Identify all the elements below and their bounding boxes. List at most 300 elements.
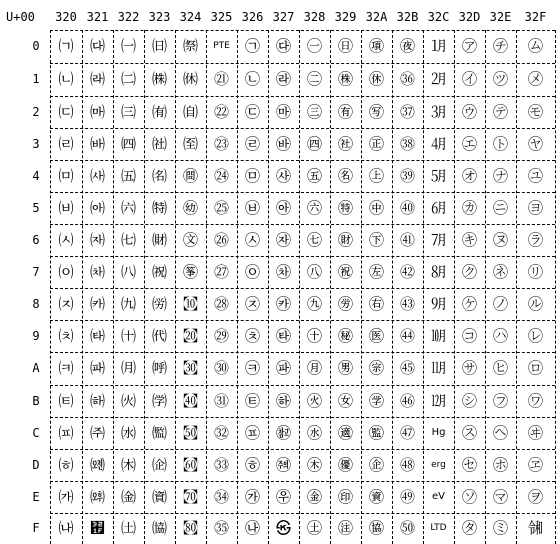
glyph-cell: ㉏ — [182, 519, 198, 537]
glyph-cell: ㉰ — [275, 37, 291, 55]
glyph-cell: ㊕ — [337, 199, 353, 217]
glyph-cell: ㉾ — [275, 488, 291, 506]
glyph-cell: ㉧ — [244, 263, 260, 281]
glyph-cell: ㋹ — [527, 327, 543, 345]
glyph-cell: ㊃ — [306, 135, 322, 153]
glyph-cell: ㉍ — [182, 456, 198, 474]
glyph-cell: ㊅ — [306, 199, 322, 217]
glyph-cell: ㋨ — [492, 295, 508, 313]
glyph-cell: ㊢ — [368, 103, 384, 121]
glyph-cell: ㈙ — [89, 327, 105, 345]
row-header: 9 — [32, 329, 40, 343]
grid-line-vertical — [299, 30, 300, 544]
glyph-cell: ㊪ — [368, 359, 384, 377]
glyph-cell: ㊺ — [399, 359, 415, 377]
glyph-cell: ㉥ — [244, 199, 260, 217]
glyph-cell: ㊐ — [337, 37, 353, 55]
column-header: 32B — [396, 10, 419, 24]
glyph-cell: ㋘ — [461, 295, 477, 313]
glyph-cell: ㋳ — [527, 135, 543, 153]
glyph-cell: ㈊ — [58, 359, 74, 377]
glyph-cell: ㈒ — [89, 103, 105, 121]
glyph-cell: ㉪ — [244, 359, 260, 377]
glyph-cell: ㊚ — [337, 359, 353, 377]
glyph-cell: ㋣ — [492, 135, 508, 153]
glyph-cell: ㋴ — [527, 167, 543, 185]
glyph-cell: ㊍ — [306, 456, 322, 474]
corner-label: U+00 — [6, 10, 35, 24]
grid-line-vertical — [237, 30, 238, 544]
column-header: 32A — [365, 10, 388, 24]
grid-line-horizontal — [50, 30, 555, 31]
glyph-cell: ㊠ — [368, 37, 384, 55]
glyph-cell: ㈯ — [120, 519, 136, 537]
glyph-cell: ㊸ — [399, 295, 415, 313]
grid-line-vertical — [50, 30, 51, 544]
glyph-cell: ㋄ — [430, 167, 446, 185]
glyph-cell: ㈵ — [151, 199, 167, 217]
glyph-cell: ㉺ — [275, 359, 291, 377]
glyph-cell: ㋡ — [492, 70, 508, 88]
glyph-cell: ㈨ — [120, 295, 136, 313]
glyph-cell: ㊥ — [368, 199, 384, 217]
glyph-cell: ㈰ — [151, 37, 167, 55]
glyph-cell: ㊱ — [399, 70, 415, 88]
glyph-cell: ㈛ — [89, 392, 105, 410]
glyph-cell: ㈏ — [58, 519, 74, 537]
glyph-cell: ㈂ — [58, 103, 74, 121]
glyph-cell: ㋉ — [430, 327, 446, 345]
grid-line-horizontal — [50, 256, 555, 257]
glyph-cell: eV — [432, 491, 445, 502]
glyph-cell: ㉡ — [244, 70, 260, 88]
glyph-cell: ㈬ — [120, 424, 136, 442]
glyph-cell: ㈮ — [120, 488, 136, 506]
glyph-cell: ㊓ — [337, 135, 353, 153]
glyph-cell: ㈉ — [58, 327, 74, 345]
glyph-cell: ㊨ — [368, 295, 384, 313]
glyph-cell: ㈤ — [120, 167, 136, 185]
glyph-cell: ㊙ — [337, 327, 353, 345]
glyph-cell: ㉲ — [275, 103, 291, 121]
glyph-cell: ㉛ — [213, 392, 229, 410]
column-header: 32E — [489, 10, 512, 24]
glyph-cell: ㈚ — [89, 359, 105, 377]
glyph-cell: ㈢ — [120, 103, 136, 121]
glyph-cell: ㋟ — [461, 519, 477, 537]
glyph-cell: ㊏ — [306, 519, 322, 537]
glyph-cell: ㋸ — [527, 295, 543, 313]
glyph-cell: ㉹ — [275, 327, 291, 345]
glyph-cell: ㋮ — [492, 488, 508, 506]
glyph-cell: ㊒ — [337, 103, 353, 121]
glyph-cell: ㉦ — [244, 231, 260, 249]
glyph-cell: ㊰ — [399, 37, 415, 55]
glyph-cell: erg — [431, 460, 446, 470]
grid-line-vertical — [423, 30, 424, 544]
glyph-cell: ㊻ — [399, 392, 415, 410]
grid-line-horizontal — [50, 481, 555, 482]
glyph-cell: ㈺ — [151, 359, 167, 377]
glyph-cell: ㋒ — [461, 103, 477, 121]
glyph-cell: ㈻ — [151, 392, 167, 410]
glyph-cell: ㉨ — [244, 295, 260, 313]
glyph-cell: ㊎ — [306, 488, 322, 506]
glyph-cell: PTE — [213, 41, 230, 51]
glyph-cell: ㉱ — [275, 70, 291, 88]
glyph-cell: ㋠ — [492, 37, 508, 55]
column-header: 323 — [148, 10, 171, 24]
glyph-cell: ㊵ — [399, 199, 415, 217]
glyph-cell: ㉞ — [213, 488, 229, 506]
glyph-cell: ㊇ — [306, 263, 322, 281]
glyph-cell: ㈝ — [89, 456, 105, 474]
glyph-cell: ㉼ — [275, 424, 291, 442]
glyph-cell: ㊛ — [337, 392, 353, 410]
grid-line-horizontal — [50, 224, 555, 225]
glyph-cell: ㊧ — [368, 263, 384, 281]
glyph-cell: ㋃ — [430, 135, 446, 153]
glyph-cell: ㈾ — [151, 488, 167, 506]
glyph-cell: ㈗ — [89, 263, 105, 281]
glyph-cell: ㈜ — [89, 424, 105, 442]
row-header: C — [32, 426, 40, 440]
glyph-cell: ㈣ — [120, 135, 136, 153]
glyph-cell: ㉯ — [244, 519, 260, 537]
glyph-cell: ㊫ — [368, 392, 384, 410]
grid-line-vertical — [82, 30, 83, 544]
glyph-cell: ㋚ — [461, 359, 477, 377]
glyph-cell: ㉸ — [275, 295, 291, 313]
glyph-cell: ㈀ — [58, 37, 74, 55]
glyph-cell: ㉚ — [213, 359, 229, 377]
glyph-cell: ㈋ — [58, 392, 74, 410]
glyph-cell: ㊤ — [368, 167, 384, 185]
glyph-cell: ㈆ — [58, 231, 74, 249]
grid-line-vertical — [268, 30, 269, 544]
row-header: F — [32, 521, 40, 535]
glyph-cell: ㈶ — [151, 231, 167, 249]
glyph-cell: ㈎ — [58, 488, 74, 506]
column-header: 328 — [303, 10, 326, 24]
glyph-cell: ㉣ — [244, 135, 260, 153]
glyph-cell: ㊂ — [306, 103, 322, 121]
grid-line-vertical — [392, 30, 393, 544]
column-header: 32F — [524, 10, 547, 24]
grid-line-horizontal — [50, 449, 555, 450]
glyph-cell: ㉘ — [213, 295, 229, 313]
grid-line-vertical — [485, 30, 486, 544]
glyph-cell: ㉠ — [244, 37, 260, 55]
glyph-cell: ㉕ — [213, 199, 229, 217]
glyph-cell: ㉀ — [182, 37, 198, 55]
glyph-cell: ㉌ — [182, 424, 198, 442]
row-header: 7 — [32, 265, 40, 279]
glyph-cell: ㊼ — [399, 424, 415, 442]
glyph-cell: ㉳ — [275, 135, 291, 153]
column-header: 325 — [210, 10, 233, 24]
glyph-cell: ㉬ — [244, 424, 260, 442]
glyph-cell: ㋷ — [527, 263, 543, 281]
row-header: 2 — [32, 105, 40, 119]
glyph-cell: ㋁ — [430, 70, 446, 88]
glyph-cell: ㋊ — [430, 359, 446, 377]
row-header: 8 — [32, 297, 40, 311]
glyph-cell: ㋀ — [430, 37, 446, 55]
glyph-cell: ㋓ — [461, 135, 477, 153]
glyph-cell: ㉊ — [182, 359, 198, 377]
glyph-cell: ㊮ — [368, 488, 384, 506]
glyph-cell: ㉻ — [275, 392, 291, 410]
column-header: 320 — [55, 10, 77, 24]
glyph-cell: ㉶ — [275, 231, 291, 249]
glyph-cell: ㊯ — [368, 519, 384, 537]
column-header: 329 — [334, 10, 357, 24]
grid-line-vertical — [555, 30, 556, 544]
glyph-cell: ㋕ — [461, 199, 477, 217]
glyph-cell: ㈑ — [89, 70, 105, 88]
glyph-cell: ㋤ — [492, 167, 508, 185]
glyph-cell: ㉋ — [182, 392, 198, 410]
grid-line-horizontal — [50, 352, 555, 353]
grid-line-vertical — [361, 30, 362, 544]
glyph-cell: ㋞ — [461, 488, 477, 506]
glyph-cell: ㋩ — [492, 327, 508, 345]
glyph-cell: ㉇ — [182, 263, 198, 281]
glyph-cell: ㉉ — [182, 327, 198, 345]
glyph-cell: ㋆ — [430, 231, 446, 249]
glyph-cell: ㊌ — [306, 424, 322, 442]
glyph-cell: ㈐ — [89, 37, 105, 55]
glyph-cell: Hg — [431, 427, 446, 438]
glyph-cell: ㊭ — [368, 456, 384, 474]
glyph-cell: ㈼ — [151, 424, 167, 442]
row-header: A — [32, 361, 40, 375]
glyph-cell: ㊉ — [306, 327, 322, 345]
glyph-cell: ㈥ — [120, 199, 136, 217]
glyph-cell: ㉷ — [275, 263, 291, 281]
glyph-cell: ㊽ — [399, 456, 415, 474]
glyph-cell: ㉔ — [213, 167, 229, 185]
glyph-cell: ㈧ — [120, 263, 136, 281]
glyph-cell: ㈡ — [120, 70, 136, 88]
glyph-cell: ㊩ — [368, 327, 384, 345]
glyph-cell: ㉭ — [244, 456, 260, 474]
glyph-cell: ㈷ — [151, 263, 167, 281]
grid-line-horizontal — [50, 96, 555, 97]
glyph-cell: ㋜ — [461, 424, 477, 442]
glyph-cell: ㊣ — [368, 135, 384, 153]
glyph-cell: ㈿ — [151, 519, 167, 537]
glyph-cell: ㉃ — [182, 135, 198, 153]
glyph-cell: ㉖ — [213, 231, 229, 249]
glyph-cell: ㉴ — [275, 167, 291, 185]
glyph-cell: ㈳ — [151, 135, 167, 153]
glyph-cell: ㋥ — [492, 199, 508, 217]
glyph-cell: ㋶ — [527, 231, 543, 249]
grid-line-horizontal — [50, 320, 555, 321]
glyph-cell: ㋗ — [461, 263, 477, 281]
glyph-cell: ㊘ — [337, 295, 353, 313]
glyph-cell: ㉒ — [213, 103, 229, 121]
grid-line-horizontal — [50, 192, 555, 193]
grid-line-horizontal — [50, 417, 555, 418]
glyph-cell: ㋻ — [527, 392, 543, 410]
row-header: 6 — [32, 233, 40, 247]
glyph-cell: ㈸ — [151, 295, 167, 313]
glyph-cell: ㊔ — [337, 167, 353, 185]
glyph-cell: ㋑ — [461, 70, 477, 88]
glyph-cell: ㋇ — [430, 263, 446, 281]
grid-line-vertical — [175, 30, 176, 544]
glyph-cell: ㊖ — [337, 231, 353, 249]
column-header: 321 — [86, 10, 109, 24]
glyph-cell: ㈈ — [58, 295, 74, 313]
glyph-cell: ㈍ — [58, 456, 74, 474]
column-header: 326 — [241, 10, 264, 24]
glyph-cell: ㉎ — [182, 488, 198, 506]
glyph-cell: ㋯ — [492, 519, 508, 537]
glyph-cell: ㊝ — [337, 456, 353, 474]
glyph-cell: ㋭ — [492, 456, 508, 474]
column-header: 324 — [179, 10, 202, 24]
glyph-cell: ㋈ — [430, 295, 446, 313]
glyph-cell: ㈞ — [89, 488, 105, 506]
glyph-cell: ㋔ — [461, 167, 477, 185]
grid-line-horizontal — [50, 288, 555, 289]
glyph-cell: ㋂ — [430, 103, 446, 121]
glyph-cell: ㈖ — [89, 231, 105, 249]
glyph-cell: ㈌ — [58, 424, 74, 442]
glyph-cell: ㊲ — [399, 103, 415, 121]
grid-line-horizontal — [50, 513, 555, 514]
glyph-cell: ㈁ — [58, 70, 74, 88]
glyph-cell: ㉿ — [275, 519, 291, 537]
glyph-cell: ㋼ — [527, 424, 543, 442]
glyph-cell: ㉩ — [244, 327, 260, 345]
glyph-cell: ㋐ — [461, 37, 477, 55]
glyph-cell: ㋲ — [527, 103, 543, 121]
glyph-cell: ㊡ — [368, 70, 384, 88]
glyph-cell: ㊬ — [368, 424, 384, 442]
glyph-cell: ㊦ — [368, 231, 384, 249]
glyph-cell: ㋵ — [527, 199, 543, 217]
glyph-cell: ㊋ — [306, 392, 322, 410]
glyph-cell: ㉑ — [213, 70, 229, 88]
glyph-cell: ㈹ — [151, 327, 167, 345]
glyph-cell: ㈅ — [58, 199, 74, 217]
grid-line-horizontal — [50, 128, 555, 129]
column-header: 32C — [427, 10, 450, 24]
glyph-cell: ㊷ — [399, 263, 415, 281]
glyph-cell: ㊊ — [306, 359, 322, 377]
glyph-cell: ㊆ — [306, 231, 322, 249]
glyph-cell: ㋅ — [430, 199, 446, 217]
glyph-cell: ㉗ — [213, 263, 229, 281]
glyph-cell: ㋺ — [527, 359, 543, 377]
glyph-cell: ㉆ — [182, 231, 198, 249]
row-header: 4 — [32, 169, 40, 183]
glyph-cell: ㉝ — [213, 456, 229, 474]
glyph-cell: ㊟ — [337, 519, 353, 537]
column-header: 32D — [458, 10, 481, 24]
glyph-cell: ㋬ — [492, 424, 508, 442]
glyph-cell: ㋖ — [461, 231, 477, 249]
glyph-cell: ㊑ — [337, 70, 353, 88]
glyph-cell: ㉙ — [213, 327, 229, 345]
glyph-cell: ㈘ — [89, 295, 105, 313]
glyph-cell: ㋙ — [461, 327, 477, 345]
grid-line-vertical — [454, 30, 455, 544]
glyph-cell: ㈃ — [58, 135, 74, 153]
glyph-cell: ㉜ — [213, 424, 229, 442]
glyph-cell: ㈔ — [89, 167, 105, 185]
glyph-cell: ㈲ — [151, 103, 167, 121]
row-header: 1 — [32, 72, 40, 86]
glyph-cell: ㈦ — [120, 231, 136, 249]
glyph-cell: ㈠ — [120, 37, 136, 55]
glyph-cell: ㈽ — [151, 456, 167, 474]
row-header: B — [32, 394, 40, 408]
glyph-cell: ㋱ — [527, 70, 543, 88]
glyph-cell: ㊞ — [337, 488, 353, 506]
glyph-cell: ㋧ — [492, 263, 508, 281]
glyph-cell: ㋦ — [492, 231, 508, 249]
glyph-cell: ㋾ — [527, 488, 543, 506]
glyph-cell: ㉅ — [182, 199, 198, 217]
glyph-cell: ㊿ — [399, 519, 415, 537]
glyph-cell: ㋋ — [430, 392, 446, 410]
glyph-cell: ㉈ — [182, 295, 198, 313]
glyph-cell: ㋿ — [527, 519, 543, 537]
glyph-cell: ㋪ — [492, 359, 508, 377]
glyph-cell: ㉄ — [182, 167, 198, 185]
grid-line-horizontal — [50, 385, 555, 386]
glyph-cell: ㉓ — [213, 135, 229, 153]
glyph-cell: ㊈ — [306, 295, 322, 313]
glyph-cell: ㉟ — [213, 519, 229, 537]
grid-line-horizontal — [50, 160, 555, 161]
glyph-cell: ㈟ — [90, 519, 105, 537]
glyph-cell: ㊜ — [337, 424, 353, 442]
glyph-cell: ㋰ — [527, 37, 543, 55]
column-header: 322 — [117, 10, 140, 24]
glyph-cell: ㊄ — [306, 167, 322, 185]
glyph-cell: ㋫ — [492, 392, 508, 410]
grid-line-vertical — [144, 30, 145, 544]
glyph-cell: LTD — [430, 523, 447, 533]
glyph-cell: ㊀ — [306, 37, 322, 55]
column-header: 327 — [272, 10, 295, 24]
glyph-cell: ㈫ — [120, 392, 136, 410]
glyph-cell: ㈄ — [58, 167, 74, 185]
glyph-cell: ㉵ — [275, 199, 291, 217]
row-header: 0 — [32, 39, 40, 53]
glyph-cell: ㋽ — [527, 456, 543, 474]
grid-line-vertical — [516, 30, 517, 544]
glyph-cell: ㊹ — [399, 327, 415, 345]
grid-line-vertical — [330, 30, 331, 544]
glyph-cell: ㈪ — [120, 359, 136, 377]
glyph-cell: ㉮ — [244, 488, 260, 506]
row-header: E — [32, 490, 40, 504]
grid-line-vertical — [206, 30, 207, 544]
glyph-cell: ㊁ — [306, 70, 322, 88]
glyph-cell: ㈓ — [89, 135, 105, 153]
row-header: D — [32, 458, 40, 472]
grid-line-vertical — [113, 30, 114, 544]
glyph-cell: ㊶ — [399, 231, 415, 249]
